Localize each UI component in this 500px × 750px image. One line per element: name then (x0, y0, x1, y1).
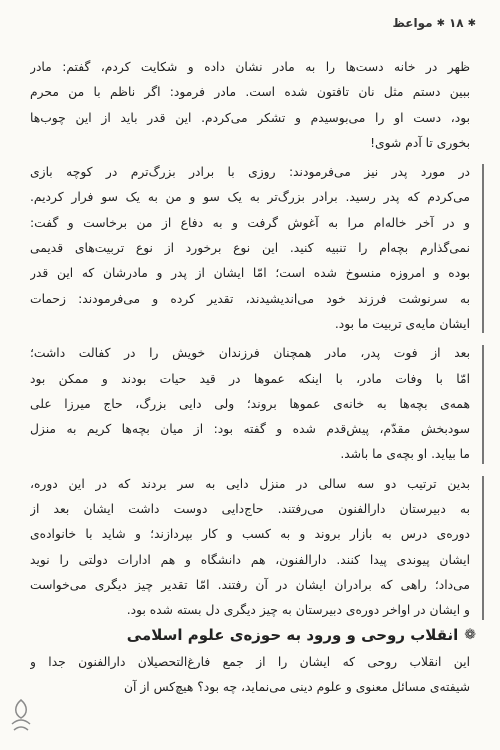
section-title: انقلاب روحی و ورود به حوزه‌ی علوم اسلامی (126, 626, 459, 644)
publisher-logo-icon (6, 696, 36, 736)
text-line: همه‌ی بچه‌ها به خانه‌ی عموها بروند؛ ولی دایی بزرگ، حاج میرزا علی (30, 396, 470, 411)
paragraph (30, 55, 470, 156)
paragraph (30, 472, 470, 624)
paragraph (30, 341, 470, 467)
text-line: و در آخر خاله‌ام مرا به آغوش گرفت و به دفاع از من برخاست و گفت: (30, 215, 470, 230)
text-line: به سرنوشت فرزند خود می‌اندیشیدند، تقدیر کرده و می‌فرمودند: زحمات (30, 291, 470, 306)
text-line: ایشان پیوندی پیدا کنند. دارالفنون، هم دانشگاه و هم ادارات دولتی را نوید (30, 552, 470, 567)
header-star: ✱ (467, 17, 476, 29)
text-line: ما بیاید. او بچه‌ی ما باشد. (340, 447, 470, 462)
page-number: ۱۸ (448, 16, 464, 30)
page-body (30, 55, 470, 628)
text-line: ایشان مایه‌ی تربیت ما بود. (334, 316, 470, 331)
text-line: این انقلاب روحی که ایشان را از جمع فارغ‌التحصیلان دارالفنون جدا و (30, 655, 470, 669)
flower-icon: ❁ (464, 627, 476, 643)
margin-bar (482, 476, 484, 620)
text-line: می‌کردم که پدر رسید. برادر بزرگ‌تر به یک سو و من به یک سو فرار کردیم. (30, 190, 470, 205)
text-line: ظهر در خانه دست‌ها را به مادر نشان داده و شکایت کردم، گفتم: مادر (30, 60, 470, 74)
margin-bar (482, 164, 484, 333)
text-line: دوره‌ی درس به بازار بروند و به کسب و کار بپردازند؛ و شاید با خانواده‌ی (30, 527, 470, 542)
header-star: ✱ (436, 17, 445, 29)
paragraph (30, 160, 470, 337)
margin-bar (482, 345, 484, 463)
text-line: در مورد پدر نیز می‌فرمودند: روزی با برادر بزرگ‌ترم در کوچه بازی (30, 165, 470, 180)
text-line: امّا با وفات مادر، با اینکه عموها در قید حیات بودند و ممکن بود (30, 371, 470, 386)
text-line: ببین دستم مثل نان تافتون شده است. مادر فرمود: اگر ناظم با من محرم (30, 85, 470, 100)
text-line: به دبیرستان دارالفنون می‌رفتند. حاج‌دایی دوست داشت ایشان بعد از (30, 502, 470, 517)
book-title: مواعظ (392, 16, 433, 30)
text-line: شیفته‌ی مسائل معنوی و علوم دینی می‌نماید، چه بود؟ هیچ‌کس از آن (124, 680, 470, 694)
text-line: بعد از فوت پدر، مادر همچنان فرزندان خویش را در کفالت داشت؛ (30, 346, 470, 361)
text-line: بوده و امروزه منسوخ شده است؛ امّا ایشان از پدر و مادرشان که این قدر (30, 266, 470, 281)
section-text (30, 650, 470, 704)
text-line: و ایشان در اواخر دوره‌ی دبیرستان به چیز دیگری دل بسته شده بود. (126, 603, 470, 618)
text-line: بخوری تا آدم شوی! (370, 135, 470, 150)
text-line: بود، دست او را می‌بوسیدم و تشکر می‌کردم. این قدر باید از این چوب‌ها (30, 110, 470, 125)
text-line: می‌داد؛ راهی که برادران ایشان در آن رفتند. امّا تقدیر چیز دیگری می‌خواست (30, 577, 470, 592)
running-header (392, 16, 476, 30)
text-line: سودبخش مقدّم، پیش‌قدم شده و گفته بود: از میان بچه‌ها کریم به منزل (30, 422, 470, 437)
section-heading (30, 626, 476, 644)
text-line: نمی‌گذارم بچه‌ام را تنبیه کنید. این نوع برخورد از نوع تربیت‌های قدیمی (30, 241, 470, 256)
text-line: بدین ترتیب دو سه سالی در منزل دایی به سر بردند که در این دوره، (30, 476, 470, 491)
